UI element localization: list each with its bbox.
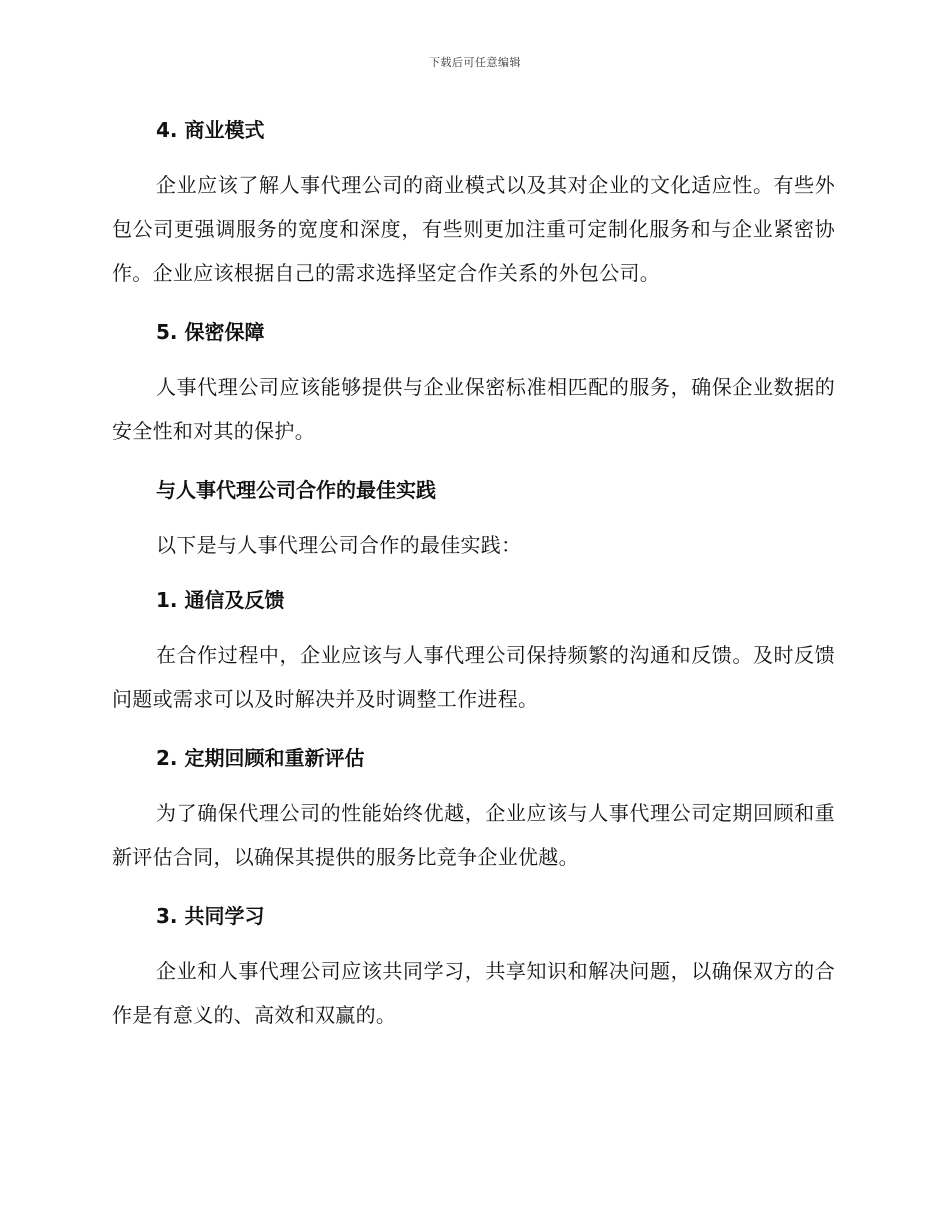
paragraph-communication: 在合作过程中，企业应该与人事代理公司保持频繁的沟通和反馈。及时反馈问题或需求可以及时解决并及时调整工作进程。 [112, 643, 835, 711]
page-header: 下载后可任意编辑 [429, 56, 521, 69]
section-heading-communication: 1. 通信及反馈 [156, 588, 285, 612]
section-heading-learning: 3. 共同学习 [156, 904, 265, 928]
section-heading-confidentiality: 5. 保密保障 [156, 320, 265, 344]
paragraph-learning: 企业和人事代理公司应该共同学习，共享知识和解决问题，以确保双方的合作是有意义的、高效和双赢的。 [112, 959, 835, 1027]
section-heading-business-model: 4. 商业模式 [156, 118, 265, 142]
paragraph-confidentiality: 人事代理公司应该能够提供与企业保密标准相匹配的服务，确保企业数据的安全性和对其的保护。 [112, 375, 835, 443]
paragraph-business-model: 企业应该了解人事代理公司的商业模式以及其对企业的文化适应性。有些外包公司更强调服务的宽度和深度，有些则更加注重可定制化服务和与企业紧密协作。企业应该根据自己的需求选择坚定合作关系的外包公司。 [112, 173, 835, 285]
paragraph-best-practices-intro: 以下是与人事代理公司合作的最佳实践： [156, 533, 522, 557]
section-heading-review: 2. 定期回顾和重新评估 [156, 746, 365, 770]
document-body [112, 113, 835, 1037]
section-heading-best-practices: 与人事代理公司合作的最佳实践 [156, 478, 436, 502]
paragraph-review: 为了确保代理公司的性能始终优越，企业应该与人事代理公司定期回顾和重新评估合同，以确保其提供的服务比竞争企业优越。 [112, 801, 835, 869]
